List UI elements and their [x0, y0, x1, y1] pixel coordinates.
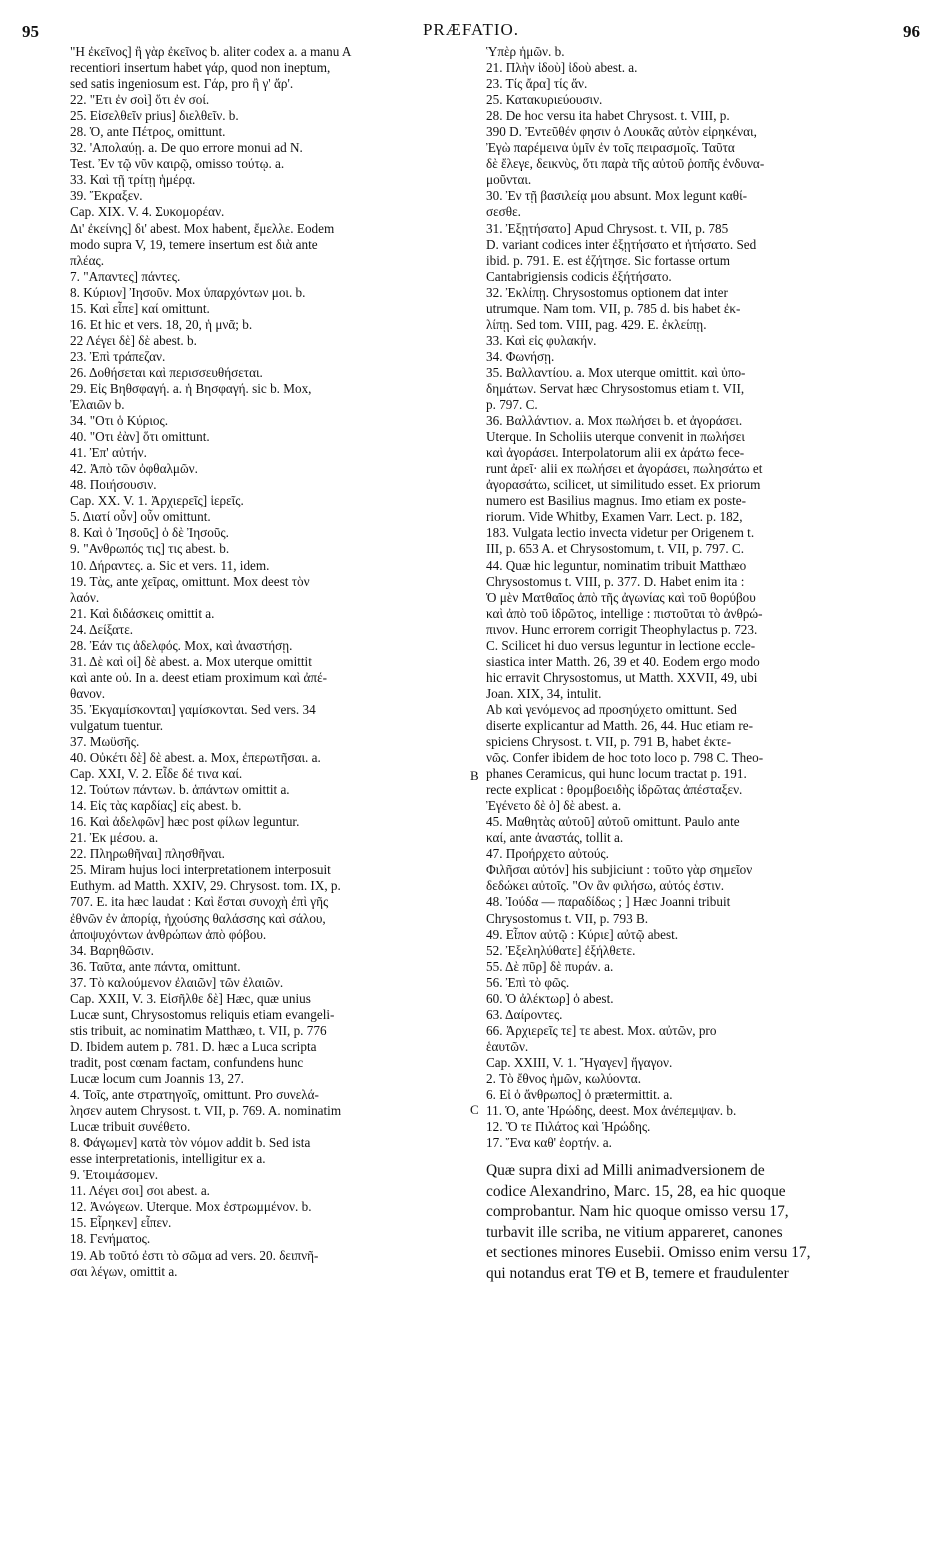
- text-line: Ἐγὼ παρέμεινα ὑμῖν ἐν τοῖς πειρασμοῖς. Ταῦτα: [486, 140, 735, 156]
- text-line: D. Ibidem autem p. 781. D. hæc a Luca scripta: [70, 1038, 317, 1054]
- text-line: 52. Ἐξεληλύθατε] ἐξήλθετε.: [486, 942, 636, 958]
- text-line: 21. Πλὴν ἰδοὺ] ἰδοὺ abest. a.: [486, 60, 638, 76]
- page-title: PRÆFATIO.: [422, 20, 520, 39]
- text-line: stis tribuit, ac nominatim Matthæo, t. VII, p. 776: [70, 1022, 327, 1038]
- text-line: vulgatum tuentur.: [70, 717, 164, 733]
- text-line: 16. Καὶ ἀδελφῶν] hæc post φίλων leguntur.: [70, 814, 300, 830]
- text-line: utrumque. Nam tom. VII, p. 785 d. bis habet ἐκ-: [486, 300, 741, 316]
- text-line: III, p. 653 A. et Chrysostomum, t. VII, p. 797. C.: [486, 541, 745, 557]
- text-line: 18. Γενήματος.: [70, 1231, 151, 1247]
- text-line: Cantabrigiensis codicis ἐξήτήσατο.: [486, 268, 672, 284]
- text-line: 17. Ἕνα καθ' ἑορτήν. a.: [486, 1135, 612, 1151]
- text-line: 36. Ταῦτα, ante πάντα, omittunt.: [70, 958, 241, 974]
- text-line: 6. Εἰ ὁ ἄνθρωπος] ὁ prætermittit. a.: [486, 1087, 673, 1103]
- text-line: 25. Miram hujus loci interpretationem interposuit: [70, 862, 331, 878]
- text-line: 40. Οὐκέτι δὲ] δὲ abest. a. Mox, ἐπερωτῆσαι. a.: [70, 750, 321, 766]
- text-line: λησεν autem Chrysost. t. VII, p. 769. A. nominatim: [70, 1103, 342, 1119]
- text-line: D. variant codices inter ἐξῃτήσατο et ἠτήσατο. Sed: [486, 236, 757, 252]
- text-line: esse interpretationis, intelligitur ex a.: [70, 1151, 266, 1167]
- text-line: 49. Εἶπον αὐτῷ : Κύριε] αὐτῷ abest.: [486, 926, 679, 942]
- text-line: θανον.: [70, 685, 106, 701]
- text-line: Ab καὶ γενόμενος ad προσηύχετο omittunt. Sed: [486, 701, 737, 717]
- text-line: 7. "Απαντες] πάντες.: [70, 268, 181, 284]
- text-line: Cap. XIX. V. 4. Συκομορέαν.: [70, 204, 225, 220]
- text-line: modo supra V, 19, temere insertum est διὰ ante: [70, 236, 318, 252]
- text-line: C. Scilicet hi duo versus leguntur in lectione eccle-: [486, 637, 756, 653]
- text-line: 21. Καὶ διδάσκεις omittit a.: [70, 605, 215, 621]
- text-line: ἑαυτῶν.: [486, 1038, 529, 1054]
- text-line: 2. Τὸ ἔθνος ἡμῶν, κωλύοντα.: [486, 1071, 641, 1086]
- text-line: Cap. XXI, V. 2. Εἶδε δέ τινα καί.: [70, 766, 243, 782]
- text-line: 56. Ἐπὶ τὸ φῶς.: [486, 974, 570, 990]
- text-line: 34. Φωνήσῃ.: [486, 348, 555, 364]
- text-line: 25. Κατακυριεύουσιν.: [486, 92, 603, 108]
- text-line: Cap. XXIII, V. 1. Ἤγαγεν] ἤγαγον.: [486, 1054, 673, 1070]
- text-line: 11. Ὁ, ante Ἡρώδης, deest. Mox ἀνέπεμψαν. b.: [486, 1103, 737, 1119]
- text-line: codice Alexandrino, Marc. 15, 28, ea hic quoque: [486, 1182, 786, 1200]
- text-line: 9. Ἑτοιμάσομεν.: [70, 1167, 159, 1183]
- text-line: 33. Καὶ τῇ τρίτῃ ἡμέρᾳ.: [70, 172, 196, 188]
- text-line: recte explicat : θρομβοειδὴς ἱδρῶτας ἀπέσταξεν.: [486, 782, 743, 798]
- text-line: 44. Quæ hic leguntur, nominatim tribuit Matthæo: [486, 557, 747, 573]
- text-line: phanes Ceramicus, qui hunc locum tractat p. 191.: [486, 766, 747, 782]
- text-line: 60. Ὁ ἀλέκτωρ] ὁ abest.: [486, 990, 614, 1006]
- text-line: Lucæ locum cum Joannis 13, 27.: [70, 1071, 244, 1086]
- text-line: 15. Καὶ εἶπε] καί omittunt.: [70, 300, 210, 316]
- text-line: recentiori insertum habet γάρ, quod non ineptum,: [70, 60, 331, 76]
- text-line: numero est Basilius magnus. Imo etiam ex poste-: [486, 493, 747, 509]
- text-line: siastica inter Matth. 26, 39 et 40. Eodem ergo modo: [486, 653, 760, 669]
- text-line: 183. Vulgata lectio invecta videtur per Origenem t.: [486, 525, 755, 541]
- text-line: "Η ἐκεῖνος] ἢ γὰρ ἐκεῖνος b. aliter codex a. a manu A: [70, 44, 352, 59]
- text-line: 28. De hoc versu ita habet Chrysost. t. VIII, p.: [486, 108, 730, 124]
- text-line: Uterque. In Scholiis uterque convenit in πωλήσει: [486, 429, 745, 445]
- page-number-left: 95: [22, 22, 39, 41]
- text-line: 36. Βαλλάντιον. a. Mox πωλήσει b. et ἀγοράσει.: [486, 413, 743, 429]
- text-line: 66. Ἀρχιερεῖς τε] τε abest. Mox. αὐτῶν, pro: [486, 1022, 717, 1038]
- text-line: 11. Λέγει σοι] σοι abest. a.: [70, 1183, 210, 1199]
- text-line: Φιλῆσαι αὐτόν] his subjiciunt : τοῦτο γὰρ σημεῖον: [486, 862, 753, 878]
- text-line: comprobantur. Nam hic quoque omisso versu 17,: [486, 1203, 789, 1221]
- text-line: 21. Ἐκ μέσου. a.: [70, 830, 159, 846]
- text-line: 5. Διατί οὖν] οὖν omittunt.: [70, 509, 211, 525]
- text-line: diserte explicantur ad Matth. 26, 44. Huc etiam re-: [486, 717, 753, 733]
- text-line: 31. Δὲ καὶ οἱ] δὲ abest. a. Mox uterque omittit: [70, 653, 312, 669]
- text-line: νῶς. Confer ibidem de hoc toto loco p. 798 C. Theo-: [486, 750, 764, 766]
- text-line: Ὑπὲρ ἡμῶν. b.: [486, 44, 565, 59]
- text-line: Quæ supra dixi ad Milli animadversionem de: [486, 1162, 765, 1180]
- text-line: hic erravit Chrysostomus, ut Matth. XXVII, 49, ubi: [486, 669, 758, 685]
- text-line: 32. 'Απολαύῃ. a. De quo errore monui ad N.: [70, 140, 303, 156]
- text-line: spiciens Chrysost. t. VII, p. 791 B, habet ἐκτε-: [486, 734, 732, 750]
- text-line: Test. Ἐν τῷ νῦν καιρῷ, omisso τούτῳ. a.: [70, 156, 285, 172]
- text-line: καὶ ἀγοράσει. Interpolatorum alii ex ἀράτω fece-: [486, 445, 745, 461]
- text-line: 48. Ἰούδα — παραδίδως ; ] Hæc Joanni tribuit: [486, 894, 731, 910]
- text-line: turbavit ille scriba, ne vitium appareret, canones: [486, 1223, 783, 1241]
- margin-mark-c: C: [470, 1102, 479, 1117]
- text-line: 31. Ἐξῃτήσατο] Apud Chrysost. t. VII, p. 785: [486, 220, 729, 236]
- text-line: 45. Μαθητὰς αὐτοῦ] αὐτοῦ omittunt. Paulo ante: [486, 814, 740, 830]
- text-line: 4. Τοῖς, ante στρατηγοῖς, omittunt. Pro συνελά-: [70, 1087, 319, 1103]
- text-line: 12. Ἀνώγεων. Uterque. Mox ἐστρωμμένον. b.: [70, 1199, 312, 1215]
- text-line: Lucæ tribuit συνέθετο.: [70, 1119, 191, 1135]
- left-column: [70, 44, 460, 1280]
- text-line: καὶ ante οὐ. In a. deest etiam proximum καὶ ἀπέ-: [70, 669, 327, 685]
- text-line: tradit, post cœnam factam, confundens hunc: [70, 1054, 304, 1070]
- text-line: δεδώκει αὐτοῖς. "Ον ἂν φιλήσω, αὐτός ἐστιν.: [486, 878, 725, 894]
- text-line: 22. "Ετι ἐν σοὶ] ὅτι ἐν σοί.: [70, 92, 210, 108]
- text-line: 41. Ἐπ' αὐτήν.: [70, 445, 147, 461]
- text-line: Ὁ μὲν Ματθαῖος ἀπὸ τῆς ἀγωνίας καὶ τοῦ θορύβου: [486, 589, 756, 605]
- text-line: Joan. XIX, 34, intulit.: [486, 685, 602, 701]
- text-line: Chrysostomus t. VIII, p. 377. D. Habet enim ita :: [486, 573, 745, 589]
- text-line: δημάτων. Servat hæc Chrysostomus etiam t. VII,: [486, 380, 745, 396]
- right-column: [486, 44, 896, 1284]
- text-line: 34. Βαρηθῶσιν.: [70, 942, 154, 958]
- text-line: 33. Καὶ εἰς φυλακήν.: [486, 332, 597, 348]
- text-line: 29. Εἰς Βηθσφαγή. a. ἡ Βησφαγή. sic b. Mox,: [70, 380, 312, 396]
- text-line: 15. Εἶρηκεν] εἶπεν.: [70, 1215, 172, 1231]
- text-line: qui notandus erat ΤΘ et Β, temere et fraudulenter: [486, 1264, 789, 1282]
- text-line: et sectiones minores Eusebii. Omisso enim versu 17,: [486, 1244, 811, 1262]
- text-line: Ἐλαιῶν b.: [70, 397, 125, 413]
- text-line: 19. Ab τοῦτό ἐστι τὸ σῶμα ad vers. 20. δειπνῆ-: [70, 1247, 319, 1263]
- text-line: 32. Ἐκλίπῃ. Chrysostomus optionem dat inter: [486, 284, 728, 300]
- text-line: ἐθνῶν ἐν ἀπορίᾳ, ἠχούσης θαλάσσης καὶ σάλου,: [70, 910, 326, 926]
- text-line: 55. Δὲ πῦρ] δὲ πυράν. a.: [486, 958, 614, 974]
- text-line: 23. Τίς ἄρα] τίς ἄν.: [486, 76, 588, 92]
- text-line: 10. Δήραντες. a. Sic et vers. 11, idem.: [70, 557, 270, 573]
- text-line: καὶ ἀπὸ τοῦ ἱδρῶτος, intellige : πιστοῦται τὸ ἀνθρώ-: [486, 605, 763, 621]
- text-line: 35. Ἐκγαμίσκονται] γαμίσκονται. Sed vers. 34: [70, 701, 316, 717]
- text-line: 12. Ὅ τε Πιλάτος καὶ Ἡρώδης.: [486, 1119, 651, 1135]
- text-line: 9. "Ανθρωπός τις] τις abest. b.: [70, 541, 230, 557]
- text-line: runt ἀρεῖ· alii ex πωλήσει et ἀγοράσει, πωλησάτω et: [486, 461, 763, 477]
- text-line: λαόν.: [70, 589, 100, 605]
- text-line: 28. Ὁ, ante Πέτρος, omittunt.: [70, 124, 226, 140]
- text-line: riorum. Vide Whitby, Examen Varr. Lect. p. 182,: [486, 509, 743, 525]
- text-line: 12. Τούτων πάντων. b. ἁπάντων omittit a.: [70, 782, 290, 798]
- text-line: καί, ante ἀναστάς, tollit a.: [486, 830, 624, 846]
- text-line: 8. Κύριον] Ἰησοῦν. Mox ὑπαρχόντων μοι. b.: [70, 284, 306, 300]
- text-line: 37. Μωϋσῆς.: [70, 734, 140, 750]
- text-line: 390 D. Ἐντεῦθέν φησιν ὁ Λουκᾶς αὐτὸν εἰρηκέναι,: [486, 124, 757, 140]
- text-line: Δι' ἐκείνης] δι' abest. Mox habent, ἔμελλε. Eodem: [70, 220, 335, 236]
- text-line: Euthym. ad Matth. XXIV, 29. Chrysost. tom. IX, p.: [70, 878, 341, 894]
- text-line: ibid. p. 791. E. est ἐζήτησε. Sic fortasse ortum: [486, 252, 731, 268]
- text-line: Cap. XXII, V. 3. Εἰσῆλθε δὲ] Hæc, quæ unius: [70, 990, 311, 1006]
- text-line: 22 Λέγει δὲ] δὲ abest. b.: [70, 332, 197, 348]
- text-line: 47. Προήρχετο αὐτούς.: [486, 846, 609, 862]
- text-line: 25. Εἰσελθεῖν prius] διελθεῖν. b.: [70, 108, 239, 124]
- text-line: 42. Ἀπὸ τῶν ὀφθαλμῶν.: [70, 461, 198, 477]
- text-line: 37. Τὸ καλούμενον ἐλαιῶν] τῶν ἐλαιῶν.: [70, 974, 284, 990]
- text-line: p. 797. C.: [486, 397, 538, 413]
- text-line: 19. Τὰς, ante χεῖρας, omittunt. Mox deest τὸν: [70, 573, 310, 589]
- text-line: σεσθε.: [486, 204, 521, 220]
- text-line: σαι λέγων, omittit a.: [70, 1263, 178, 1279]
- text-line: Ἐγένετο δὲ ὁ] δὲ abest. a.: [486, 798, 622, 814]
- text-line: ἀγορασάτω, scilicet, ut similitudo esset. Ex priorum: [486, 477, 761, 493]
- text-line: λίπῃ. Sed tom. VIII, pag. 429. E. ἐκλείπῃ.: [486, 316, 707, 332]
- text-line: 35. Βαλλαντίου. a. Mox uterque omittit. καὶ ὑπο-: [486, 364, 746, 380]
- text-line: πινον. Hunc errorem corrigit Theophylactus p. 723.: [486, 621, 758, 637]
- text-line: 26. Δοθήσεται καὶ περισσευθήσεται.: [70, 364, 263, 380]
- text-line: 39. Ἔκραξεν.: [70, 188, 143, 204]
- text-line: 23. Ἐπὶ τράπεζαν.: [70, 348, 166, 364]
- text-line: πλέας.: [70, 252, 105, 268]
- text-line: Chrysostomus t. VII, p. 793 B.: [486, 910, 649, 926]
- text-line: 16. Et hic et vers. 18, 20, ἡ μνᾶ; b.: [70, 316, 253, 332]
- page-header: [22, 12, 920, 42]
- text-line: 34. "Οτι ὁ Κύριος.: [70, 413, 169, 429]
- text-line: 28. Ἐάν τις ἀδελφός. Mox, καὶ ἀναστήσῃ.: [70, 637, 293, 653]
- text-line: δὲ ἔλεγε, δεικνὺς, ὅτι παρὰ τῆς αὐτοῦ ῥοπῆς ἐνδυνα-: [486, 156, 765, 172]
- text-line: 14. Εἰς τὰς καρδίας] εἰς abest. b.: [70, 798, 242, 814]
- text-line: 30. Ἐν τῇ βασιλείᾳ μου absunt. Mox legunt καθί-: [486, 188, 748, 204]
- text-line: 24. Δείξατε.: [70, 621, 134, 637]
- page-number-right: 96: [903, 22, 920, 41]
- text-line: 40. "Οτι ἐὰν] ὅτι omittunt.: [70, 429, 210, 445]
- text-line: 22. Πληρωθῆναι] πλησθῆναι.: [70, 846, 225, 862]
- text-line: μοῦνται.: [486, 172, 532, 188]
- text-line: ἀποψυχόντων ἀνθρώπων ἀπὸ φόβου.: [70, 926, 267, 942]
- text-line: 48. Ποιήσουσιν.: [70, 477, 157, 493]
- text-line: 8. Φάγωμεν] κατὰ τὸν νόμον addit b. Sed ista: [70, 1135, 311, 1151]
- text-line: Lucæ sunt, Chrysostomus reliquis etiam evangeli-: [70, 1006, 335, 1022]
- text-line: 707. E. ita hæc laudat : Καὶ ἔσται συνοχὴ ἐπὶ γῆς: [70, 894, 329, 910]
- text-line: Cap. XX. V. 1. Ἀρχιερεῖς] ἱερεῖς.: [70, 493, 244, 509]
- margin-mark-b: B: [470, 768, 479, 783]
- text-line: 63. Δαίροντες.: [486, 1006, 563, 1022]
- text-line: sed satis ingeniosum est. Γάρ, pro ἢ γ' ἄρ'.: [70, 76, 294, 92]
- text-line: 8. Καὶ ὁ Ἰησοῦς] ὁ δὲ Ἰησοῦς.: [70, 525, 229, 541]
